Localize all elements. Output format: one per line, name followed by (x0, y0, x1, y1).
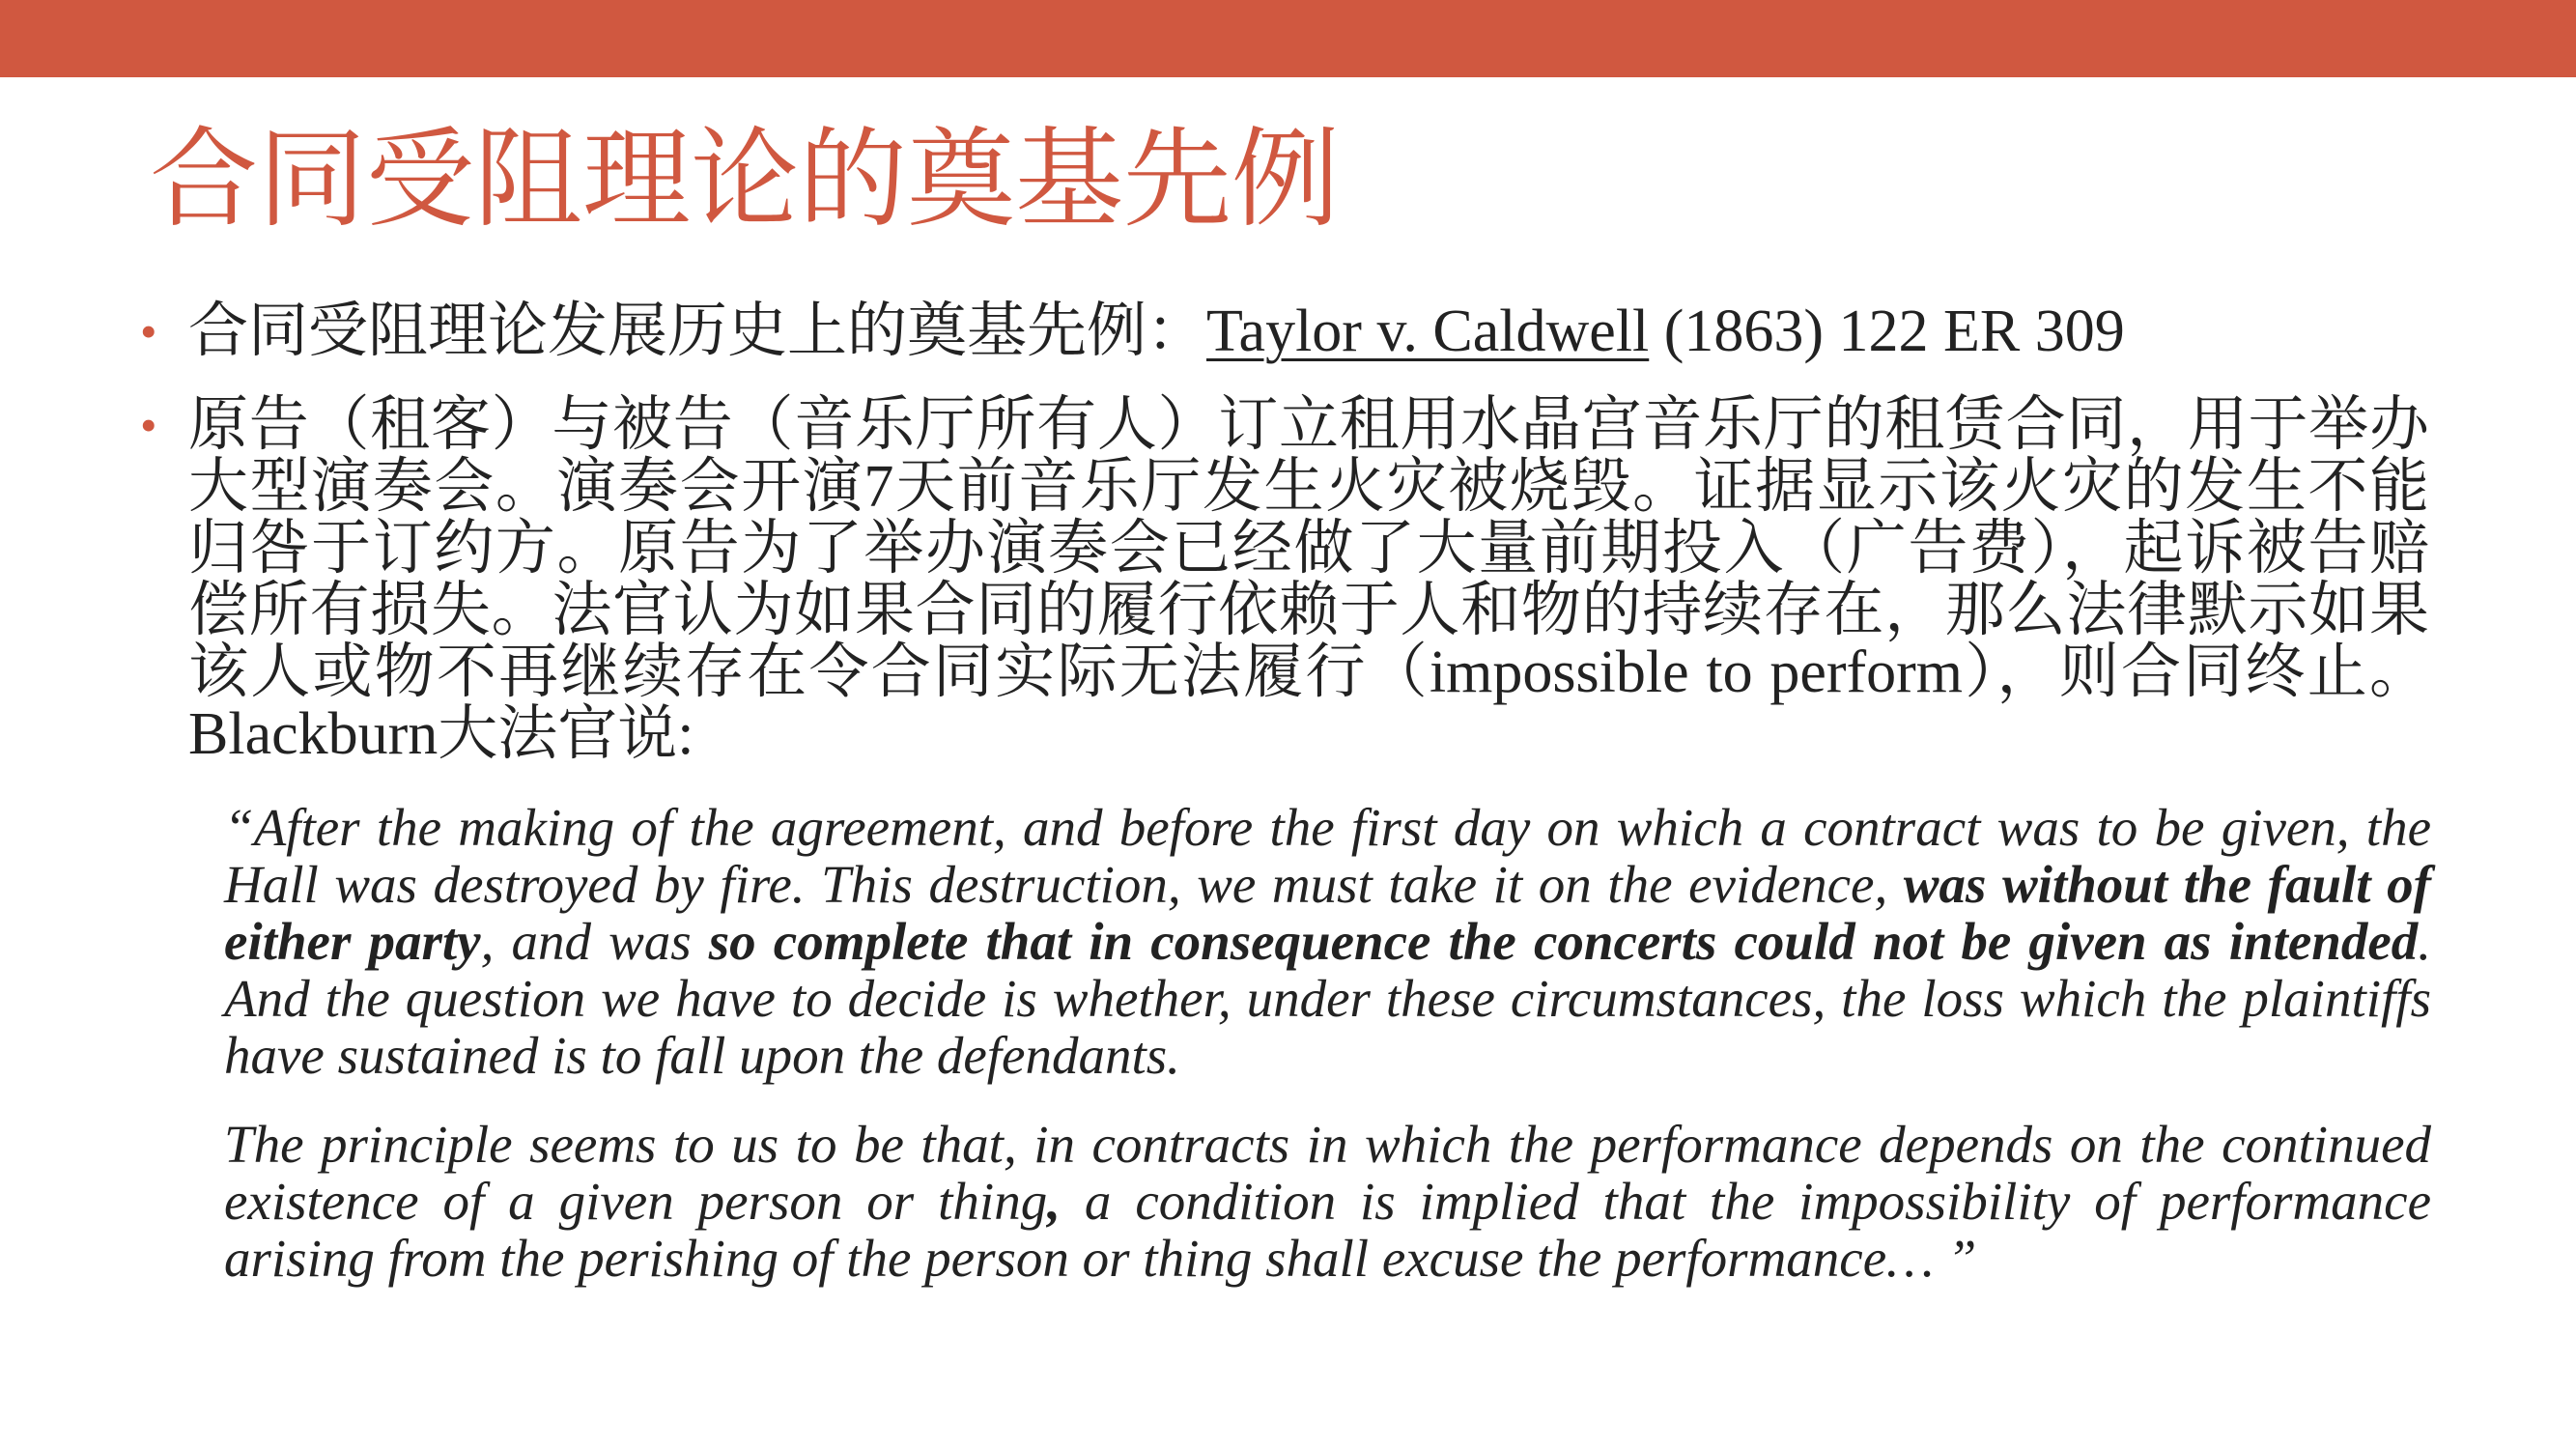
quote2-text-a: The principle seems to us to be that, in contracts in which the performance depends on the continued existence of a given person or thing (224, 1115, 2431, 1231)
slide-title: 合同受阻理论的奠基先例 (150, 121, 1340, 241)
quote1-emphasis-a: was without the fault of either party (224, 855, 2431, 971)
bullet-marker: • (140, 304, 157, 358)
bullet-marker: • (140, 398, 157, 452)
quote1-text-c: . And the question we have to decide is whether, under these circumstances, the loss which the plaintiffs have sustained is to fall upon the defendants. (224, 912, 2432, 1085)
bullet-list (140, 290, 2429, 765)
bullet-item-facts (140, 394, 2429, 765)
top-accent-bar (0, 0, 2576, 77)
case-citation: (1863) 122 ER 309 (1649, 298, 2125, 364)
bullet-text-prefix: 合同受阻理论发展历史上的奠基先例： (188, 298, 1207, 364)
quote1-emphasis-b: so complete that in consequence the concerts could not be given as intended (708, 912, 2419, 971)
quote2-emphasis-comma: , (1047, 1172, 1061, 1231)
quote-paragraph-2 (224, 1116, 2431, 1287)
quote1-text-a: “After the making of the agreement, and before the first day on which a contract was to be given, the Hall was destroyed by fire. This destruction, we must take it on the evidence, (224, 798, 2431, 914)
bullet-item-precedent (140, 290, 2429, 373)
bullet-text-facts: 原告（租客）与被告（音乐厅所有人）订立租用水晶宫音乐厅的租赁合同，用于举办大型演奏会。演奏会开演7天前音乐厅发生火灾被烧毁。证据显示该火灾的发生不能归咎于订约方。原告为了举办演奏会已经做了大量前期投入（广告费），起诉被告赔偿所有损失。法官认为如果合同的履行依赖于人和物的持续存在，那么法律默示如果该人或物不再继续存在令合同实际无法履行（impossible to perform），则合同终止。Blackburn大法官说: (188, 392, 2429, 767)
quote2-text-b: a condition is implied that the impossibility of performance arising from the perishing of the person or thing shall excuse the performance… ” (224, 1172, 2431, 1288)
quote1-text-b: , and was (480, 912, 709, 971)
case-name-link[interactable]: Taylor v. Caldwell (1206, 298, 1650, 364)
quote-paragraph-1 (224, 799, 2431, 1084)
